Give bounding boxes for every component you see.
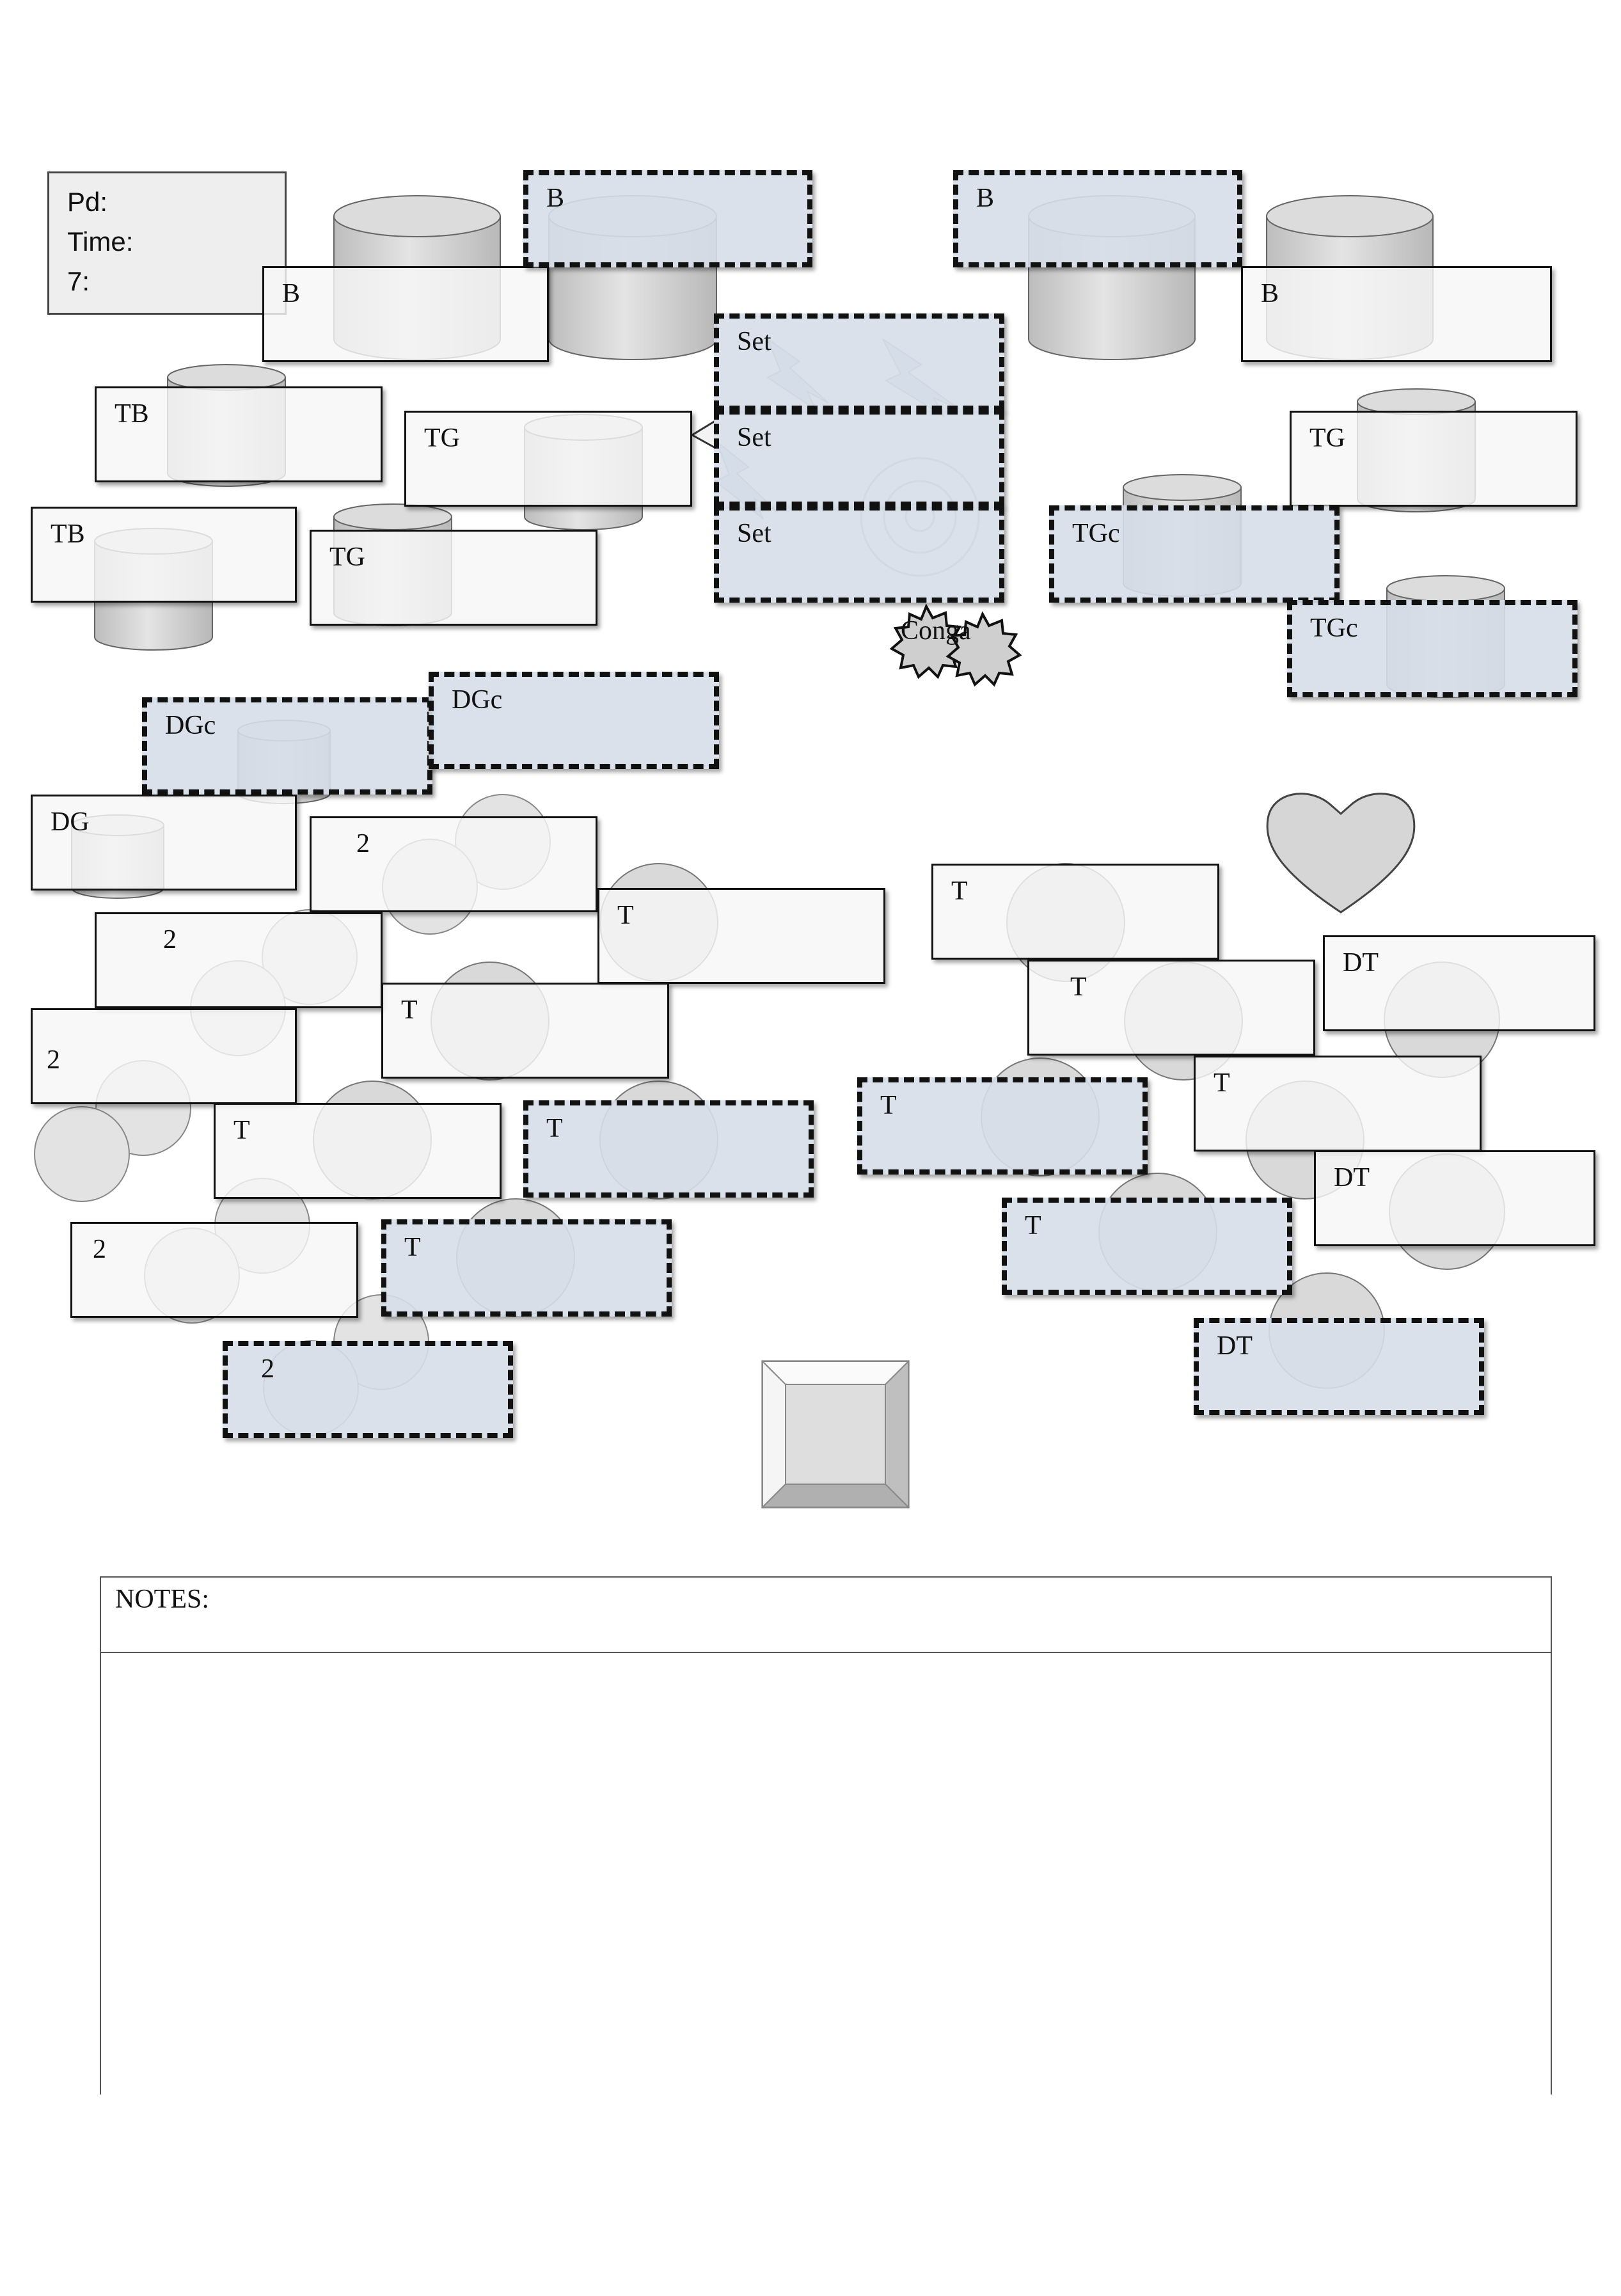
seat-box[interactable]: T bbox=[597, 888, 885, 984]
notes-area[interactable] bbox=[101, 1653, 1551, 2094]
seat-box-dashed[interactable]: T bbox=[857, 1077, 1148, 1175]
seat-box-dashed[interactable]: DT bbox=[1194, 1318, 1484, 1415]
seat-box[interactable]: TG bbox=[310, 530, 597, 626]
seat-box-dashed[interactable]: T bbox=[381, 1219, 672, 1317]
seat-box[interactable]: TG bbox=[1290, 411, 1578, 507]
riser-icon bbox=[763, 1361, 908, 1507]
seat-box[interactable]: TB bbox=[31, 507, 297, 603]
conga-label: Conga bbox=[901, 616, 971, 645]
set-box[interactable]: Set bbox=[714, 409, 1004, 507]
set-box[interactable]: Set bbox=[714, 313, 1004, 411]
seat-box[interactable]: B bbox=[262, 266, 549, 362]
seat-box[interactable]: 2 bbox=[31, 1008, 297, 1104]
seat-box[interactable]: 2 bbox=[310, 816, 597, 912]
seat-box-dashed[interactable]: TGc bbox=[1049, 505, 1340, 603]
seat-box[interactable]: T bbox=[214, 1103, 502, 1199]
pointer-icon bbox=[692, 421, 715, 448]
seat-box[interactable]: T bbox=[1027, 960, 1315, 1056]
period-info-box bbox=[47, 171, 287, 315]
seat-box-dashed[interactable]: B bbox=[523, 170, 812, 267]
notes-section bbox=[100, 1576, 1552, 2094]
seat-box[interactable]: DT bbox=[1323, 935, 1595, 1031]
seat-box-dashed[interactable]: DGc bbox=[142, 697, 432, 795]
seat-box-dashed[interactable]: T bbox=[1002, 1198, 1292, 1295]
notes-title: NOTES: bbox=[101, 1578, 1551, 1653]
seat-box[interactable]: DT bbox=[1314, 1150, 1595, 1246]
info-period: Pd: bbox=[67, 187, 108, 217]
seat-box-dashed[interactable]: TGc bbox=[1287, 600, 1578, 697]
seat-box[interactable]: 2 bbox=[70, 1222, 358, 1318]
info-seven: 7: bbox=[67, 266, 90, 296]
seat-box[interactable]: 2 bbox=[95, 912, 383, 1008]
info-time: Time: bbox=[67, 226, 134, 257]
set-box[interactable]: Set bbox=[714, 505, 1004, 603]
seat-box-dashed[interactable]: T bbox=[523, 1100, 814, 1198]
seat-box-dashed[interactable]: 2 bbox=[223, 1341, 513, 1438]
seat-box-dashed[interactable]: B bbox=[953, 170, 1242, 267]
seat-box[interactable]: T bbox=[381, 983, 669, 1079]
seat-box[interactable]: DG bbox=[31, 795, 297, 891]
heart-icon bbox=[1267, 794, 1414, 912]
seat-box[interactable]: T bbox=[931, 864, 1219, 960]
seat-box[interactable]: TB bbox=[95, 386, 383, 482]
seat-box-dashed[interactable]: DGc bbox=[429, 672, 719, 769]
seat-box[interactable]: TG bbox=[404, 411, 692, 507]
seat-box[interactable]: T bbox=[1194, 1056, 1482, 1152]
seat-box[interactable]: B bbox=[1241, 266, 1552, 362]
